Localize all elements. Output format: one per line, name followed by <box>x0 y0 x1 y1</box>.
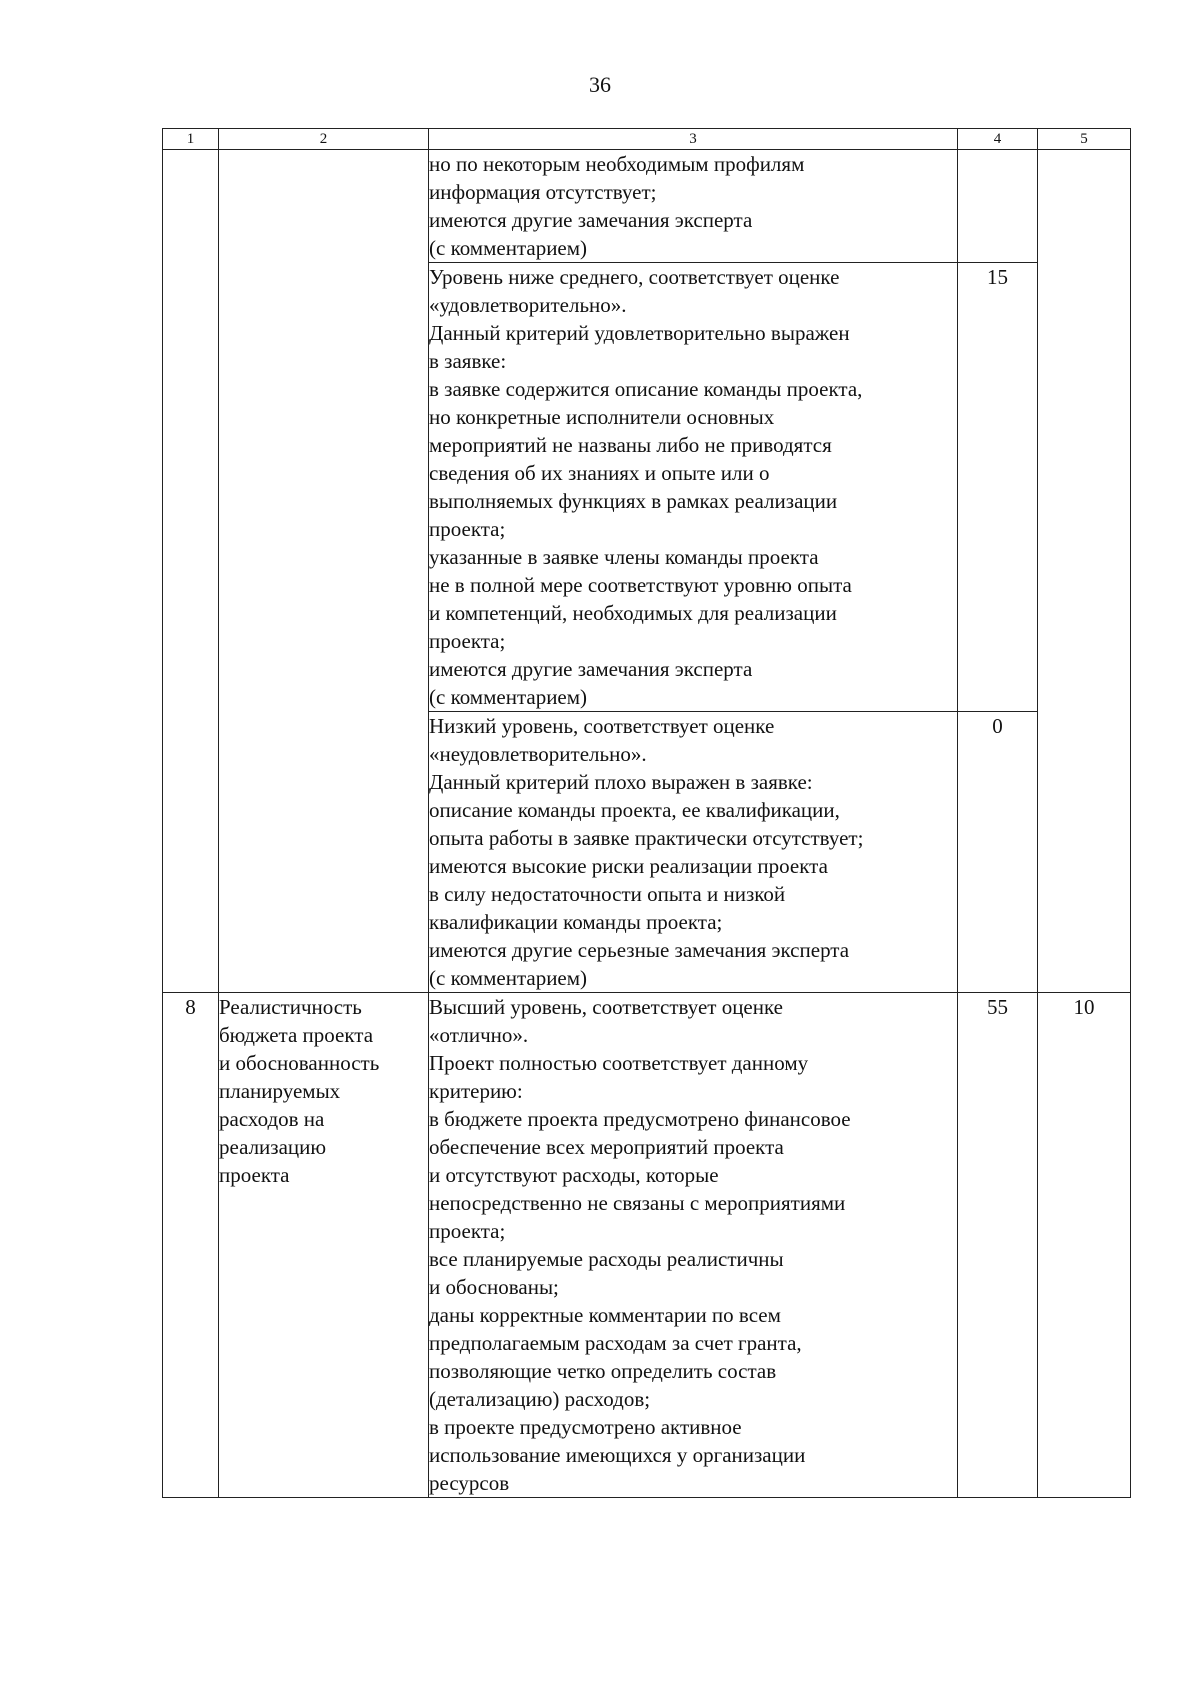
text-line: Низкий уровень, соответствует оценке <box>429 714 775 738</box>
column-header-5: 5 <box>1038 129 1131 150</box>
text-line: в бюджете проекта предусмотрено финансовое <box>429 1107 851 1131</box>
text-line: Высший уровень, соответствует оценке <box>429 995 783 1019</box>
text-line: непосредственно не связаны с мероприятиями <box>429 1191 846 1215</box>
text-line: не в полной мере соответствуют уровню опыта <box>429 573 852 597</box>
text-line: описание команды проекта, ее квалификации, <box>429 798 840 822</box>
text-line: использование имеющихся у организации <box>429 1443 806 1467</box>
text-line: бюджета проекта <box>219 1023 374 1047</box>
text-line: (детализацию) расходов; <box>429 1387 651 1411</box>
text-line: Данный критерий плохо выражен в заявке: <box>429 770 813 794</box>
page-number: 36 <box>589 72 611 97</box>
text-line: и компетенций, необходимых для реализации <box>429 601 837 625</box>
text-line: в заявке содержится описание команды проекта, <box>429 377 863 401</box>
text-line: и отсутствуют расходы, которые <box>429 1163 719 1187</box>
text-line: даны корректные комментарии по всем <box>429 1303 781 1327</box>
text-line: и обоснованность <box>219 1051 380 1075</box>
weight-criterion-8: 10 <box>1038 993 1131 1498</box>
column-header-3: 3 <box>429 129 958 150</box>
text-line: Уровень ниже среднего, соответствует оценке <box>429 265 840 289</box>
criterion-name-8 <box>219 993 429 1498</box>
text-line: ресурсов <box>429 1471 510 1495</box>
text-line: квалификации команды проекта; <box>429 910 723 934</box>
text-line: сведения об их знаниях и опыте или о <box>429 461 770 485</box>
text-line: Данный критерий удовлетворительно выражен <box>429 321 850 345</box>
text-line: позволяющие четко определить состав <box>429 1359 777 1383</box>
text-line: критерию: <box>429 1079 523 1103</box>
text-line: (с комментарием) <box>429 236 588 260</box>
score-highest: 55 <box>958 993 1038 1498</box>
criterion-name-cell-prev <box>219 150 429 993</box>
text-line: имеются высокие риски реализации проекта <box>429 854 828 878</box>
text-line: имеются другие замечания эксперта <box>429 208 753 232</box>
text-line: имеются другие серьезные замечания эксперта <box>429 938 850 962</box>
text-line: в заявке: <box>429 349 507 373</box>
criteria-table <box>162 128 1131 1498</box>
table-row-criterion-8 <box>163 993 1131 1498</box>
text-line: «удовлетворительно». <box>429 293 627 317</box>
text-line: в проекте предусмотрено активное <box>429 1415 742 1439</box>
text-line: но конкретные исполнители основных <box>429 405 775 429</box>
text-line: указанные в заявке члены команды проекта <box>429 545 819 569</box>
score-low: 0 <box>958 712 1038 993</box>
text-line: (с комментарием) <box>429 685 588 709</box>
text-line: все планируемые расходы реалистичны <box>429 1247 784 1271</box>
weight-cell-prev <box>1038 150 1131 993</box>
text-line: реализацию <box>219 1135 327 1159</box>
text-line: Реалистичность <box>219 995 362 1019</box>
text-line: выполняемых функциях в рамках реализации <box>429 489 838 513</box>
text-line: обеспечение всех мероприятий проекта <box>429 1135 784 1159</box>
text-line: Проект полностью соответствует данному <box>429 1051 809 1075</box>
text-line: расходов на <box>219 1107 325 1131</box>
text-line: проекта; <box>429 629 506 653</box>
level-description-low <box>429 712 958 993</box>
text-line: мероприятий не названы либо не приводятся <box>429 433 832 457</box>
column-header-4: 4 <box>958 129 1038 150</box>
text-line: (с комментарием) <box>429 966 588 990</box>
text-line: информация отсутствует; <box>429 180 657 204</box>
level-description-highest <box>429 993 958 1498</box>
column-header-1: 1 <box>163 129 219 150</box>
text-line: «неудовлетворительно». <box>429 742 647 766</box>
text-line: предполагаемым расходам за счет гранта, <box>429 1331 802 1355</box>
criterion-number-8: 8 <box>163 993 219 1498</box>
score-below-average: 15 <box>958 263 1038 712</box>
column-header-2: 2 <box>219 129 429 150</box>
text-line: и обоснованы; <box>429 1275 559 1299</box>
table-row-continuation <box>163 150 1131 263</box>
table-header-row <box>163 129 1131 150</box>
criterion-number-cell-prev <box>163 150 219 993</box>
text-line: планируемых <box>219 1079 341 1103</box>
text-line: имеются другие замечания эксперта <box>429 657 753 681</box>
score-cell-continuation <box>958 150 1038 263</box>
text-line: «отлично». <box>429 1023 529 1047</box>
text-line: в силу недостаточности опыта и низкой <box>429 882 786 906</box>
text-line: проекта; <box>429 1219 506 1243</box>
text-line: но по некоторым необходимым профилям <box>429 152 805 176</box>
text-line: опыта работы в заявке практически отсутствует; <box>429 826 864 850</box>
level-description-below-average <box>429 263 958 712</box>
text-line: проекта <box>219 1163 290 1187</box>
level-description-continuation <box>429 150 958 263</box>
text-line: проекта; <box>429 517 506 541</box>
